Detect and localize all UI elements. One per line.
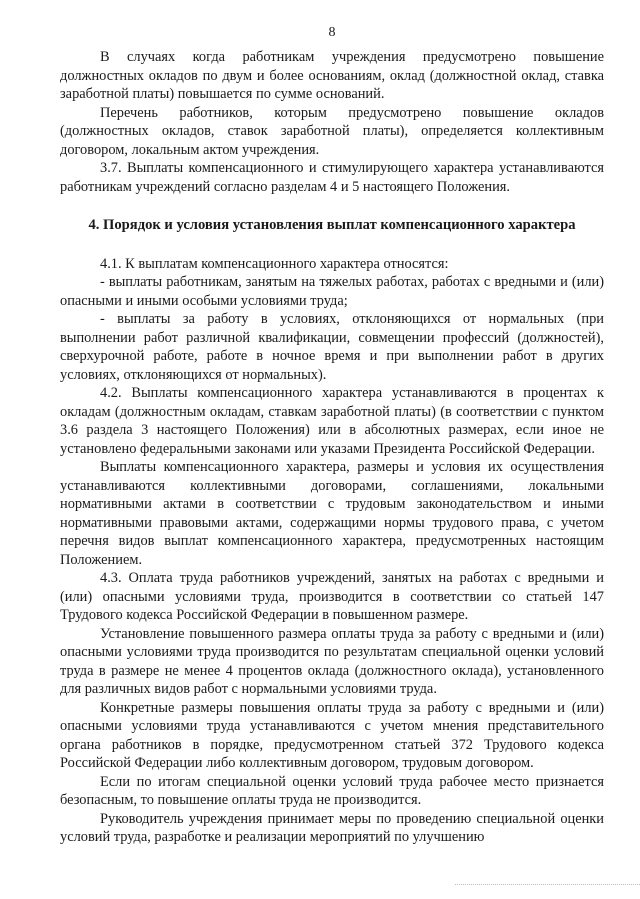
paragraph-3-7: 3.7. Выплаты компенсационного и стимулирующего характера устанавливаются работникам учреждений согласно разделам 4 и 5 настоящего Положения. — [60, 160, 604, 195]
section-heading-4: 4. Порядок и условия установления выплат компенсационного характера — [88, 217, 576, 233]
paragraph-4-1: 4.1. К выплатам компенсационного характера относятся: — [100, 255, 449, 272]
paragraph-manager-measures: Руководитель учреждения принимает меры по проведению специальной оценки условий труда, разработке и реализации мероприятий по улучшению — [60, 810, 604, 845]
scan-edge-line — [455, 884, 640, 885]
paragraph-safe-workplace: Если по итогам специальной оценки условий труда рабочее место признается безопасным, то повышение оплаты труда не производится. — [60, 773, 604, 808]
paragraph-specific-increase-amounts: Конкретные размеры повышения оплаты труда за работу с вредными и (или) опасными условиями труда устанавливаются с учетом мнения представительного органа работников в порядке, предусмотренном статьей 372 Трудового кодекса Российской Федерации либо коллективным договором, трудовым договором. — [60, 699, 604, 771]
paragraph-salary-increase-sum: В случаях когда работникам учреждения предусмотрено повышение должностных окладов по двум и более основаниям, оклад (должностной оклад, ставка заработной платы) повышается по сумме оснований. — [60, 49, 604, 102]
paragraph-4-2: 4.2. Выплаты компенсационного характера устанавливаются в процентах к окладам (должностным окладам, ставкам заработной платы) (в соответствии с пунктом 3.6 раздела 3 настоящего Положения) или в абсолютных размерах, если иное не установлено федеральными законами или указами Президента Российской Федерации. — [60, 385, 604, 457]
list-item-hard-work-payments: - выплаты работникам, занятым на тяжелых работах, работах с вредными и (или) опасными и иными особыми условиями труда; — [60, 274, 604, 309]
paragraph-4-3: 4.3. Оплата труда работников учреждений, занятых на работах с вредными и (или) опасными условиями труда, производится в соответствии со статьей 147 Трудового кодекса Российской Федерации в повышенном размере. — [60, 570, 604, 623]
paragraph-increased-pay-assessment: Установление повышенного размера оплаты труда за работу с вредными и (или) опасными условиями труда производится по результатам специальной оценки условий труда в размере не менее 4 процентов оклада (должностного оклада), установленного для различных видов работ с нормальными условиями труда. — [60, 625, 604, 697]
page-number: 8 — [328, 25, 336, 40]
paragraph-employee-list: Перечень работников, которым предусмотрено повышение окладов (должностных окладов, ставок заработной платы), определяется коллективным договором, локальным актом учреждения. — [60, 104, 604, 158]
paragraph-compensation-terms: Выплаты компенсационного характера, размеры и условия их осуществления устанавливаются коллективными договорами, соглашениями, локальными нормативными актами в соответствии с трудовым законодательством и иными нормативными правовыми актами, содержащими нормы трудового права, с учетом перечня видов выплат компенсационного характера, предусмотренных настоящим Положением. — [60, 459, 604, 568]
list-item-deviating-conditions-payments: - выплаты за работу в условиях, отклоняющихся от нормальных (при выполнении работ различной квалификации, совмещении профессий (должностей), сверхурочной работе, работе в ночное время и при выполнении работ в других условиях, отклоняющихся от нормальных). — [60, 311, 604, 383]
